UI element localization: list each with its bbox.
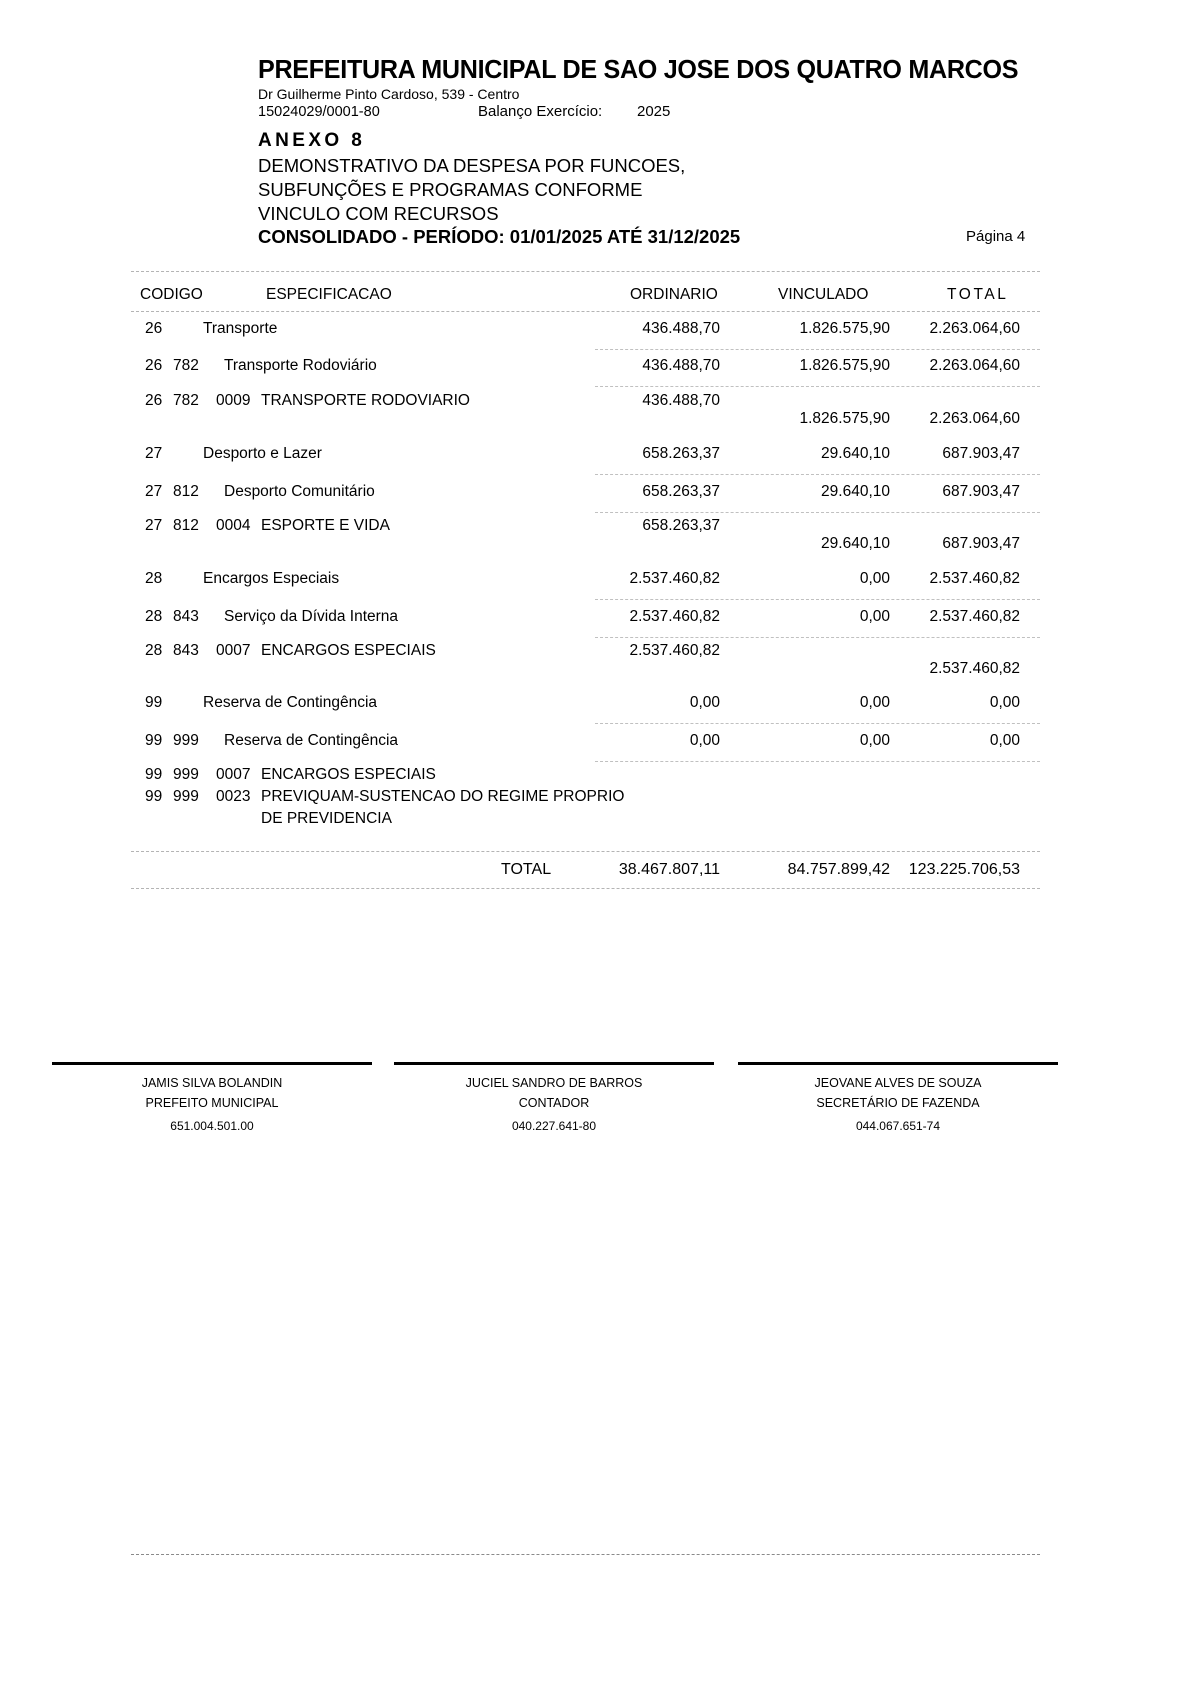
table-row — [0, 392, 1190, 427]
report-title-line-3: VINCULO COM RECURSOS — [258, 203, 499, 224]
cell-ordinario: 658.263,37 — [642, 483, 720, 500]
cell-descricao: Desporto e Lazer — [203, 445, 322, 462]
table-header-row — [0, 286, 1190, 306]
row-separator — [595, 349, 1040, 350]
report-title-line-2: SUBFUNÇÕES E PROGRAMAS CONFORME — [258, 179, 643, 200]
signature-role: CONTADOR — [518, 1096, 590, 1110]
cell-ordinario: 436.488,70 — [642, 320, 720, 337]
cell-ordinario: 2.537.460,82 — [629, 570, 720, 587]
signature-role: PREFEITO MUNICIPAL — [145, 1096, 279, 1110]
row-separator — [595, 761, 1040, 762]
table-row — [0, 694, 1190, 716]
cell-subfuncao: 812 — [173, 517, 199, 534]
table-row — [0, 570, 1190, 592]
cell-programa: 0023 — [216, 788, 251, 805]
cell-total: 0,00 — [989, 732, 1020, 749]
row-separator — [595, 512, 1040, 513]
cell-vinculado: 0,00 — [859, 570, 890, 587]
signature-name: JEOVANE ALVES DE SOUZA — [814, 1076, 982, 1090]
cell-funcao: 99 — [145, 788, 163, 805]
cell-vinculado: 29.640,10 — [821, 445, 890, 462]
annex-title: ANEXO 8 — [258, 130, 366, 151]
cell-funcao: 26 — [145, 392, 163, 409]
cell-funcao: 26 — [145, 320, 163, 337]
cell-descricao: Reserva de Contingência — [203, 694, 378, 711]
cell-subfuncao: 999 — [173, 732, 199, 749]
cell-descricao-continuation: DE PREVIDENCIA — [261, 810, 392, 827]
cell-descricao: Serviço da Dívida Interna — [224, 608, 399, 625]
table-row — [0, 642, 1190, 677]
balance-exercise-year: 2025 — [637, 103, 671, 120]
cell-subfuncao: 782 — [173, 392, 199, 409]
cell-vinculado: 1.826.575,90 — [799, 320, 890, 337]
table-row — [0, 788, 1190, 830]
column-header-codigo: CODIGO — [140, 286, 203, 303]
total-bottom-rule — [131, 888, 1040, 889]
row-separator — [595, 474, 1040, 475]
total-total: 123.225.706,53 — [908, 861, 1020, 878]
table-top-rule — [131, 271, 1040, 272]
cell-vinculado: 1.826.575,90 — [799, 357, 890, 374]
cell-subfuncao: 812 — [173, 483, 199, 500]
cell-descricao: Desporto Comunitário — [224, 483, 375, 500]
cell-vinculado: 1.826.575,90 — [799, 410, 890, 427]
cell-ordinario: 2.537.460,82 — [629, 642, 720, 659]
table-header-rule — [131, 311, 1040, 312]
cell-ordinario: 658.263,37 — [642, 517, 720, 534]
cell-total: 0,00 — [989, 694, 1020, 711]
column-header-total: TOTAL — [947, 286, 1009, 303]
cell-vinculado: 29.640,10 — [821, 483, 890, 500]
cell-descricao: ESPORTE E VIDA — [261, 517, 390, 534]
balance-exercise-label: Balanço Exercício: — [478, 103, 603, 120]
cell-programa: 0004 — [216, 517, 251, 534]
signature-line — [738, 1062, 1058, 1065]
report-period-subtitle: CONSOLIDADO - PERÍODO: 01/01/2025 ATÉ 31/12/2025 — [258, 226, 741, 247]
cell-funcao: 27 — [145, 517, 163, 534]
table-row — [0, 445, 1190, 467]
cell-ordinario: 0,00 — [689, 694, 720, 711]
cell-funcao: 99 — [145, 694, 163, 711]
cell-ordinario: 436.488,70 — [642, 357, 720, 374]
cell-funcao: 28 — [145, 608, 163, 625]
cell-funcao: 27 — [145, 483, 163, 500]
signature-role: SECRETÁRIO DE FAZENDA — [816, 1096, 980, 1110]
cell-programa: 0007 — [216, 642, 251, 659]
table-row — [0, 357, 1190, 379]
table-total-row — [0, 861, 1190, 885]
cell-total: 2.263.064,60 — [929, 357, 1020, 374]
cell-funcao: 28 — [145, 642, 163, 659]
signature-line — [394, 1062, 714, 1065]
cell-subfuncao: 782 — [173, 357, 199, 374]
cell-vinculado: 29.640,10 — [821, 535, 890, 552]
table-row — [0, 608, 1190, 630]
cell-descricao: Reserva de Contingência — [224, 732, 399, 749]
column-header-especificacao: ESPECIFICACAO — [266, 286, 392, 303]
cell-descricao: ENCARGOS ESPECIAIS — [261, 642, 436, 659]
organization-title: PREFEITURA MUNICIPAL DE SAO JOSE DOS QUATRO MARCOS — [258, 56, 1019, 84]
cell-total: 2.263.064,60 — [929, 320, 1020, 337]
cell-total: 2.537.460,82 — [929, 608, 1020, 625]
cell-ordinario: 0,00 — [689, 732, 720, 749]
cell-programa: 0007 — [216, 766, 251, 783]
signature-document: 040.227.641-80 — [511, 1119, 597, 1133]
signature-name: JUCIEL SANDRO DE BARROS — [465, 1076, 643, 1090]
table-row — [0, 483, 1190, 505]
signature-name: JAMIS SILVA BOLANDIN — [141, 1076, 283, 1090]
cell-vinculado: 0,00 — [859, 732, 890, 749]
cell-ordinario: 2.537.460,82 — [629, 608, 720, 625]
cell-subfuncao: 999 — [173, 788, 199, 805]
total-top-rule — [131, 851, 1040, 852]
row-separator — [595, 637, 1040, 638]
table-row — [0, 732, 1190, 754]
cell-total: 687.903,47 — [942, 483, 1020, 500]
cell-vinculado: 0,00 — [859, 608, 890, 625]
cell-funcao: 26 — [145, 357, 163, 374]
cell-descricao: ENCARGOS ESPECIAIS — [261, 766, 436, 783]
cell-descricao: Transporte — [203, 320, 278, 337]
report-title-line-1: DEMONSTRATIVO DA DESPESA POR FUNCOES, — [258, 155, 686, 176]
table-row — [0, 766, 1190, 788]
footer-rule — [131, 1554, 1040, 1555]
cell-total: 687.903,47 — [942, 445, 1020, 462]
cell-vinculado: 0,00 — [859, 694, 890, 711]
signature-document: 044.067.651-74 — [855, 1119, 941, 1133]
cell-descricao: TRANSPORTE RODOVIARIO — [261, 392, 470, 409]
cell-descricao: PREVIQUAM-SUSTENCAO DO REGIME PROPRIO — [261, 788, 625, 805]
cell-funcao: 99 — [145, 732, 163, 749]
row-separator — [595, 599, 1040, 600]
cell-funcao: 28 — [145, 570, 163, 587]
table-row — [0, 320, 1190, 342]
column-header-vinculado: VINCULADO — [778, 286, 869, 303]
signature-block — [52, 1062, 372, 1133]
cell-total: 687.903,47 — [942, 535, 1020, 552]
organization-address: Dr Guilherme Pinto Cardoso, 539 - Centro — [258, 86, 520, 102]
signature-document: 651.004.501.00 — [170, 1119, 254, 1133]
cell-total: 2.537.460,82 — [929, 660, 1020, 677]
organization-cnpj: 15024029/0001-80 — [258, 104, 380, 120]
table-row — [0, 517, 1190, 552]
total-vinculado: 84.757.899,42 — [787, 861, 890, 878]
page-number: Página 4 — [966, 228, 1026, 245]
total-label: TOTAL — [501, 861, 552, 878]
cell-funcao: 99 — [145, 766, 163, 783]
cell-descricao: Transporte Rodoviário — [224, 357, 377, 374]
signature-line — [52, 1062, 372, 1065]
cell-subfuncao: 999 — [173, 766, 199, 783]
total-ordinario: 38.467.807,11 — [618, 861, 720, 878]
cell-subfuncao: 843 — [173, 608, 199, 625]
row-separator — [595, 386, 1040, 387]
signature-block — [394, 1062, 714, 1133]
cell-total: 2.537.460,82 — [929, 570, 1020, 587]
cell-ordinario: 658.263,37 — [642, 445, 720, 462]
signature-block — [738, 1062, 1058, 1133]
cell-total: 2.263.064,60 — [929, 410, 1020, 427]
cell-programa: 0009 — [216, 392, 251, 409]
cell-subfuncao: 843 — [173, 642, 199, 659]
row-separator — [595, 723, 1040, 724]
cell-ordinario: 436.488,70 — [642, 392, 720, 409]
column-header-ordinario: ORDINARIO — [630, 286, 718, 303]
cell-funcao: 27 — [145, 445, 163, 462]
cell-descricao: Encargos Especiais — [203, 570, 340, 587]
